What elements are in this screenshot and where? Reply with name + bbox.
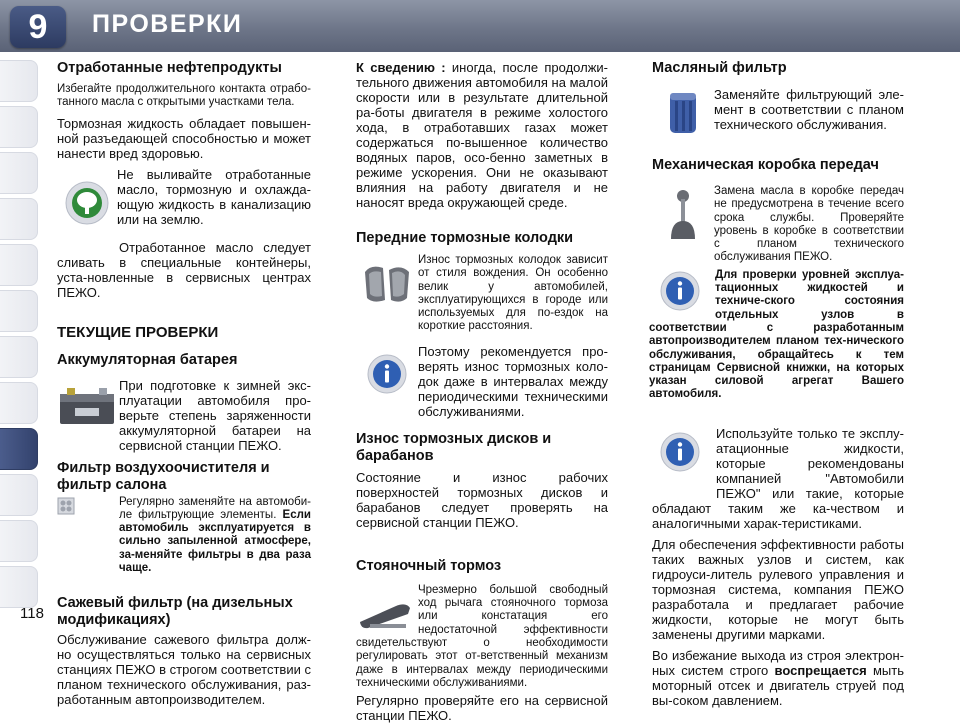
oil-filter-icon bbox=[652, 87, 714, 139]
fluids-p2: Для обеспечения эффективности работы таких важных узлов и систем, как гидроуси-литель рулевого управления и тормозная система, компания ПЕЖО разработала и предлагает рабочие жидкости, которые не могут быть заменены другими марками. bbox=[652, 536, 904, 642]
side-tab[interactable] bbox=[0, 60, 38, 102]
side-tab[interactable] bbox=[0, 290, 38, 332]
column-right bbox=[649, 60, 904, 708]
section-title-front-pads: Передние тормозные колодки bbox=[356, 230, 574, 246]
side-tab[interactable] bbox=[0, 474, 38, 516]
side-tab[interactable] bbox=[0, 152, 38, 194]
front-pads-text: Износ тормозных колодок зависит от стиля вождения. Он особенно велик у автомобилей, эксплуатирующихся в городе или используемых для по-ездок на короткие расстояния. bbox=[418, 254, 608, 333]
section-title-gearbox: Механическая коробка передач bbox=[652, 157, 879, 173]
parking-brake-text-body: Чрезмерно большой свободный ход рычага стояночного тормоза или констатация его недостаточной эффективности свидетельствуют о необходимости регулировать этот от-ветственный механизм даже в интервалах между периодическими техническими обслуживаниями. bbox=[356, 583, 608, 689]
info-icon bbox=[356, 344, 418, 404]
brake-pads-icon bbox=[356, 254, 418, 314]
battery-text: При подготовке к зимней экс-плуатации автомобиля про-верьте степень заряженности аккумуляторной батареи на сервисной станции ПЕЖО. bbox=[119, 377, 311, 453]
exhaust-note-text: иногда, после продолжи-тельного движения автомобиля на малой скорости или в результате длительной ра-боты двигателя в режиме холостого хода, в отработавших газах может содержаться по-вышенное количество водяных паров, осо-бенно заметных в режиме ускорения. Они не оказывают влияния на работу двигателя и не наносят вреда окружающей среде. bbox=[356, 60, 609, 210]
side-tab[interactable] bbox=[0, 382, 38, 424]
page-header bbox=[0, 0, 960, 52]
battery-icon bbox=[57, 384, 117, 426]
side-tab-active[interactable] bbox=[0, 428, 38, 470]
gearbox-info bbox=[649, 268, 904, 402]
cabin-filter-text-bold: Если автомобиль эксплуатируется в сильно запыленной атмосфере, за-меняйте фильтры в два раза чаще. bbox=[119, 508, 311, 575]
fluids-p3-bold: воспрещается bbox=[774, 662, 867, 678]
section-title-discs: Износ тормозных дисков и барабанов bbox=[356, 430, 552, 464]
filter-icon bbox=[57, 496, 119, 516]
exhaust-note-label: К сведению : bbox=[356, 60, 446, 75]
gearbox-block bbox=[652, 185, 904, 265]
gearbox-text: Замена масла в коробке передач не предусмотрена в течение всего срока службы. Проверяйте уровень в коробке в соответствии с планом технического обслуживания ПЕЖО. bbox=[714, 185, 904, 264]
page-title: ПРОВЕРКИ bbox=[92, 10, 243, 38]
cabin-filter-block bbox=[57, 496, 311, 576]
front-pads-block bbox=[356, 254, 608, 334]
eco-note bbox=[57, 167, 311, 239]
section-title-oil-filter: Масляный фильтр bbox=[652, 60, 787, 76]
handbrake-icon bbox=[356, 592, 414, 632]
cabin-filter-text-regular: Регулярно заменяйте на автомоби-ле фильтрующие элементы. bbox=[119, 495, 311, 521]
front-pads-info-text: Поэтому рекомендуется про-верять износ тормозных коло-док даже в интервалах между периодическими техническими обслуживаниями. bbox=[418, 343, 608, 419]
side-tab[interactable] bbox=[0, 520, 38, 562]
page-number: 118 bbox=[20, 605, 44, 622]
oil-filter-block bbox=[652, 87, 904, 139]
side-tab[interactable] bbox=[0, 198, 38, 240]
column-middle bbox=[356, 60, 608, 723]
section-title-particle-filter: Сажевый фильтр (на дизельных модификациях) bbox=[57, 595, 293, 629]
cabin-filter-text bbox=[119, 496, 311, 576]
waste-oil-p3: Отработанное масло следует сливать в специальные контейнеры, уста-новленные в сервисных центрах ПЕЖО. bbox=[57, 239, 311, 300]
section-title-waste-oil: Отработанные нефтепродукты bbox=[57, 60, 282, 76]
waste-oil-intro: Избегайте продолжительного контакта отрабо-танного масла с открытыми участками тела. bbox=[57, 83, 311, 109]
section-title-battery: Аккумуляторная батарея bbox=[57, 351, 238, 368]
gearbox-info-text-body: Для проверки уровней эксплуа-тационных жидкостей и техниче-ского состояния отдельных узлов в соответствии с разработанным автопроизводителем планом тех-нического обслуживания, обращайтесь к тем страницам Сервисной книжки, на которых указан силовой агрегат Вашего автомобиля. bbox=[649, 268, 904, 401]
waste-oil-p1: Тормозная жидкость обладает повышен-ной разъедающей способностью и может нанести вред здоровью. bbox=[57, 115, 311, 161]
parking-brake-text2: Регулярно проверяйте его на сервисной станции ПЕЖО. bbox=[356, 693, 608, 723]
chapter-number-badge: 9 bbox=[10, 6, 66, 48]
info-icon bbox=[660, 271, 700, 311]
front-pads-info bbox=[356, 344, 608, 419]
side-tab[interactable] bbox=[0, 244, 38, 286]
fluids-block bbox=[652, 426, 904, 531]
oil-filter-text: Заменяйте фильтрующий эле-мент в соответствии с планом технического обслуживания. bbox=[714, 87, 904, 132]
section-title-current-checks: ТЕКУЩИЕ ПРОВЕРКИ bbox=[57, 323, 219, 341]
column-left bbox=[57, 60, 311, 707]
exhaust-note bbox=[356, 60, 608, 210]
chapter-side-tabs bbox=[0, 52, 38, 640]
side-tab[interactable] bbox=[0, 336, 38, 378]
waste-oil-p2: Не выливайте отработанные масло, тормозную и охлажда-ющую жидкость в канализацию или на землю. bbox=[117, 166, 311, 227]
fluids-p3-b: мыть моторный отсек и двигатель струей под вы-соком давлением. bbox=[652, 662, 904, 708]
fluids-p3 bbox=[652, 648, 904, 708]
section-title-parking-brake: Стояночный тормоз bbox=[356, 557, 502, 574]
tree-icon bbox=[57, 167, 117, 239]
parking-brake-block bbox=[356, 584, 608, 690]
side-tab[interactable] bbox=[0, 106, 38, 148]
particle-filter-text: Обслуживание сажевого фильтра долж-но осуществляться только на сервисных станциях ПЕЖО в строгом соответствии с планом технического обслуживания, раз-работанным автопроизводителем. bbox=[57, 632, 311, 708]
gear-lever-icon bbox=[652, 185, 714, 245]
side-tab[interactable] bbox=[0, 566, 38, 608]
fluids-text-body: Используйте только те эксплу-атационные жидкости, которые рекомендованы компанией "Автомобили ПЕЖО" или такие, которые обладают таким же ка-чеством и аналогичными харак-теристиками. bbox=[652, 425, 904, 531]
battery-block bbox=[57, 378, 311, 453]
discs-text: Состояние и износ рабочих поверхностей тормозных дисков и барабанов следует проверять на сервисной станции ПЕЖО. bbox=[356, 469, 608, 530]
section-title-cabin-filter: Фильтр воздухоочистителя и фильтр салона bbox=[57, 459, 270, 493]
info-icon bbox=[660, 432, 700, 472]
fluids-p3-a: Во избежание выхода из строя электрон-ных систем строго bbox=[652, 647, 904, 678]
